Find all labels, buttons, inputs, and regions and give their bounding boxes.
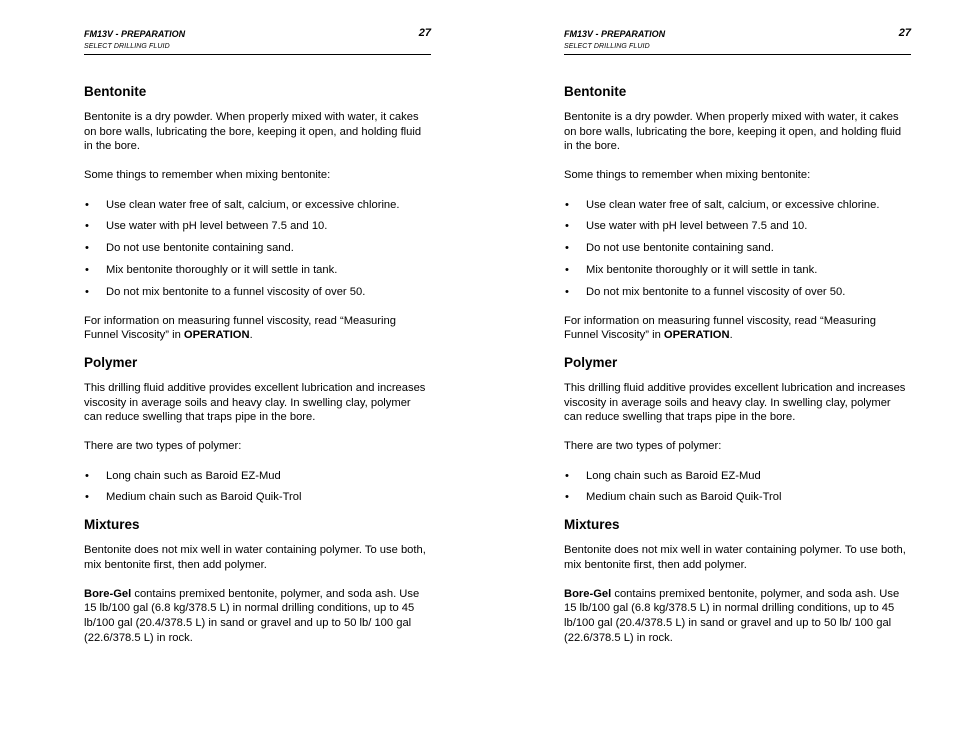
page-header	[84, 0, 431, 55]
list-item-text: Use water with pH level between 7.5 and 10.	[586, 220, 808, 233]
boregel-para	[84, 587, 431, 645]
bullet-glyph: •	[565, 263, 569, 276]
page-header	[564, 0, 911, 55]
list-item	[564, 490, 911, 505]
list-item-text: Use clean water free of salt, calcium, or excessive chlorine.	[106, 198, 400, 211]
boregel-text: contains premixed bentonite, polymer, and soda ash. Use 15 lb/100 gal (6.8 kg/378.5 L) in normal drilling conditions, up to 45 lb/100 gal (20.4/378.5 L) in sand or gravel and up to 50 lb/ 100 gal (22.6/378.5 L) in rock.	[564, 587, 900, 644]
polymer-bullet-list	[84, 469, 431, 505]
boregel-name: Bore-Gel	[84, 587, 132, 600]
bullet-glyph: •	[85, 469, 89, 482]
bullet-glyph: •	[565, 198, 569, 211]
list-item-text: Do not use bentonite containing sand.	[106, 242, 294, 255]
operation-reference: OPERATION	[183, 329, 250, 342]
header-subtitle: SELECT DRILLING FLUID	[84, 43, 170, 50]
mixtures-heading: Mixtures	[84, 517, 140, 532]
header-title: FM13V - PREPARATION	[564, 29, 666, 39]
list-item-text: Medium chain such as Baroid Quik-Trol	[106, 491, 302, 504]
list-item	[84, 219, 431, 234]
list-item-text: Do not use bentonite containing sand.	[586, 242, 774, 255]
header-subtitle: SELECT DRILLING FLUID	[564, 43, 650, 50]
list-item-text: Medium chain such as Baroid Quik-Trol	[586, 491, 782, 504]
bullet-glyph: •	[85, 285, 89, 298]
list-item-text: Use clean water free of salt, calcium, or excessive chlorine.	[586, 198, 880, 211]
list-item	[564, 219, 911, 234]
bentonite-intro: Bentonite is a dry powder. When properly mixed with water, it cakes on bore walls, lubricating the bore, keeping it open, and holding fluid in the bore.	[84, 111, 422, 153]
viscosity-info-end: .	[729, 329, 733, 342]
list-item	[84, 490, 431, 505]
list-item-text: Mix bentonite thoroughly or it will settle in tank.	[586, 263, 818, 276]
bullet-glyph: •	[565, 220, 569, 233]
bentonite-intro: Bentonite is a dry powder. When properly mixed with water, it cakes on bore walls, lubricating the bore, keeping it open, and holding fluid in the bore.	[564, 111, 902, 153]
bullet-glyph: •	[565, 491, 569, 504]
bentonite-bullet-list	[84, 198, 431, 300]
list-item	[564, 285, 911, 300]
polymer-types-intro: There are two types of polymer:	[84, 440, 242, 453]
polymer-intro: This drilling fluid additive provides excellent lubrication and increases viscosity in average soils and heavy clay. In swelling clay, polymer can reduce swelling that traps pipe in the bore.	[84, 382, 426, 424]
mixtures-para: Bentonite does not mix well in water containing polymer. To use both, mix bentonite first, then add polymer.	[84, 544, 426, 571]
polymer-types-intro: There are two types of polymer:	[564, 440, 722, 453]
viscosity-info-text: For information on measuring funnel viscosity, read “Measuring Funnel Viscosity” in	[84, 314, 396, 342]
bullet-glyph: •	[85, 263, 89, 276]
header-title: FM13V - PREPARATION	[84, 29, 186, 39]
list-item	[84, 241, 431, 256]
bentonite-heading: Bentonite	[84, 84, 147, 99]
list-item-text: Mix bentonite thoroughly or it will settle in tank.	[106, 263, 338, 276]
page-number: 27	[418, 27, 431, 39]
boregel-text: contains premixed bentonite, polymer, and soda ash. Use 15 lb/100 gal (6.8 kg/378.5 L) in normal drilling conditions, up to 45 lb/100 gal (20.4/378.5 L) in sand or gravel and up to 50 lb/ 100 gal (22.6/378.5 L) in rock.	[84, 587, 420, 644]
mixtures-para: Bentonite does not mix well in water containing polymer. To use both, mix bentonite first, then add polymer.	[564, 544, 906, 571]
list-item	[564, 263, 911, 278]
operation-reference: OPERATION	[663, 329, 730, 342]
list-item	[84, 198, 431, 213]
list-item-text: Long chain such as Baroid EZ-Mud	[586, 469, 761, 482]
mixtures-heading: Mixtures	[564, 517, 620, 532]
left-page	[84, 0, 431, 645]
list-item-text: Do not mix bentonite to a funnel viscosity of over 50.	[586, 285, 846, 298]
boregel-name: Bore-Gel	[564, 587, 612, 600]
viscosity-info-text: For information on measuring funnel viscosity, read “Measuring Funnel Viscosity” in	[564, 314, 876, 342]
list-item	[564, 469, 911, 484]
list-item	[84, 469, 431, 484]
viscosity-info	[84, 314, 431, 343]
boregel-para	[564, 587, 911, 645]
list-item	[564, 198, 911, 213]
bullet-glyph: •	[85, 220, 89, 233]
bullet-glyph: •	[85, 242, 89, 255]
bullet-glyph: •	[85, 198, 89, 211]
list-item-text: Use water with pH level between 7.5 and 10.	[106, 220, 328, 233]
bullet-glyph: •	[565, 469, 569, 482]
viscosity-info	[564, 314, 911, 343]
bullet-glyph: •	[565, 285, 569, 298]
list-item	[84, 285, 431, 300]
list-item	[84, 263, 431, 278]
viscosity-info-end: .	[249, 329, 253, 342]
polymer-heading: Polymer	[564, 355, 618, 371]
list-item-text: Do not mix bentonite to a funnel viscosity of over 50.	[106, 285, 366, 298]
bentonite-remember: Some things to remember when mixing bentonite:	[84, 169, 331, 182]
bentonite-remember: Some things to remember when mixing bentonite:	[564, 169, 811, 182]
bentonite-bullet-list	[564, 198, 911, 300]
polymer-intro: This drilling fluid additive provides excellent lubrication and increases viscosity in average soils and heavy clay. In swelling clay, polymer can reduce swelling that traps pipe in the bore.	[564, 382, 906, 424]
right-page	[564, 0, 911, 645]
bullet-glyph: •	[85, 491, 89, 504]
list-item-text: Long chain such as Baroid EZ-Mud	[106, 469, 281, 482]
bullet-glyph: •	[565, 242, 569, 255]
page-number: 27	[898, 27, 911, 39]
list-item	[564, 241, 911, 256]
polymer-heading: Polymer	[84, 355, 138, 371]
bentonite-heading: Bentonite	[564, 84, 627, 99]
polymer-bullet-list	[564, 469, 911, 505]
